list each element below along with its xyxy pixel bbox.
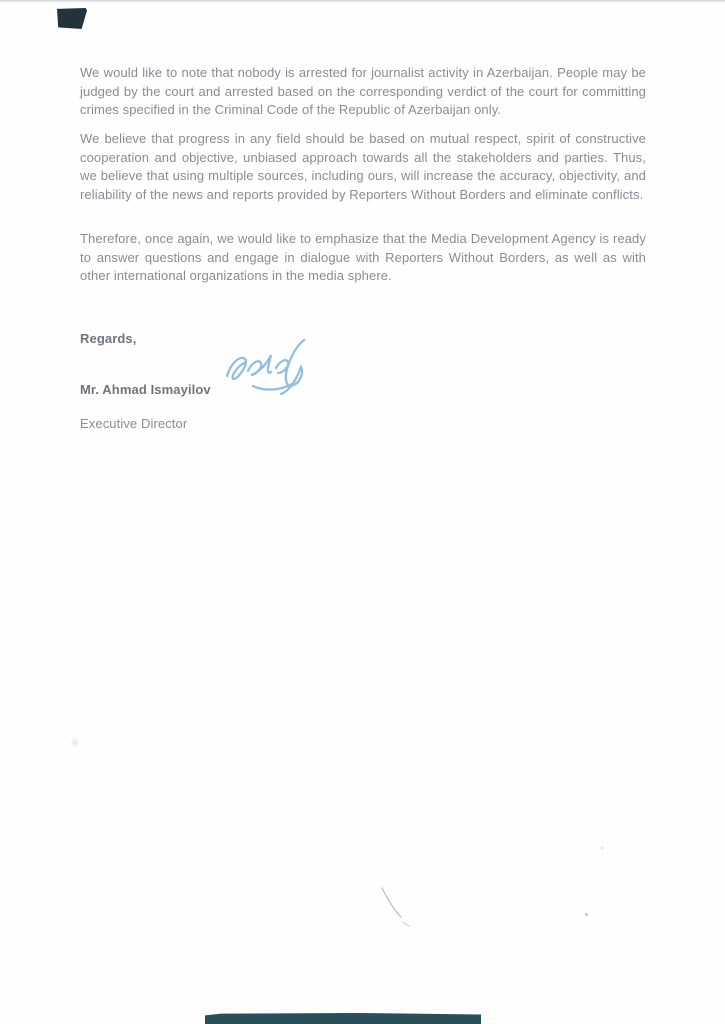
- closing-salutation: Regards,: [80, 331, 137, 346]
- scan-pencil-smudge-artifact: [368, 884, 422, 932]
- scan-corner-artifact: [57, 8, 87, 29]
- scan-dot-artifact: [585, 913, 588, 916]
- signatory-title: Executive Director: [80, 416, 188, 431]
- scan-dot-artifact: [601, 847, 603, 849]
- signatory-name: Mr. Ahmad Ismayilov: [80, 382, 211, 397]
- letter-paragraph: We believe that progress in any field should be based on mutual respect, spirit of constructive cooperation and objective, unbiased approach towards all the stakeholders and parties. Thus, we believe that using multiple sources, including ours, will increase the accuracy, objectivity, and reliability of the news and reports provided by Reporters Without Borders and eliminate conflicts.: [80, 131, 646, 203]
- letter-paragraph: We would like to note that nobody is arrested for journalist activity in Azerbaijan. People may be judged by the court and arrested based on the corresponding verdict of the court for committing crimes specified in the Criminal Code of the Republic of Azerbaijan only.: [80, 65, 646, 118]
- scan-top-edge-artifact: [0, 0, 725, 3]
- scan-bottom-bar-artifact: [205, 1013, 481, 1024]
- letter-paragraph: Therefore, once again, we would like to emphasize that the Media Development Agency is ready to answer questions and engage in dialogue with Reporters Without Borders, as well as with other international organizations in the media sphere.: [80, 231, 646, 284]
- scan-smudge-artifact: [71, 738, 79, 747]
- handwritten-signature: [220, 334, 324, 398]
